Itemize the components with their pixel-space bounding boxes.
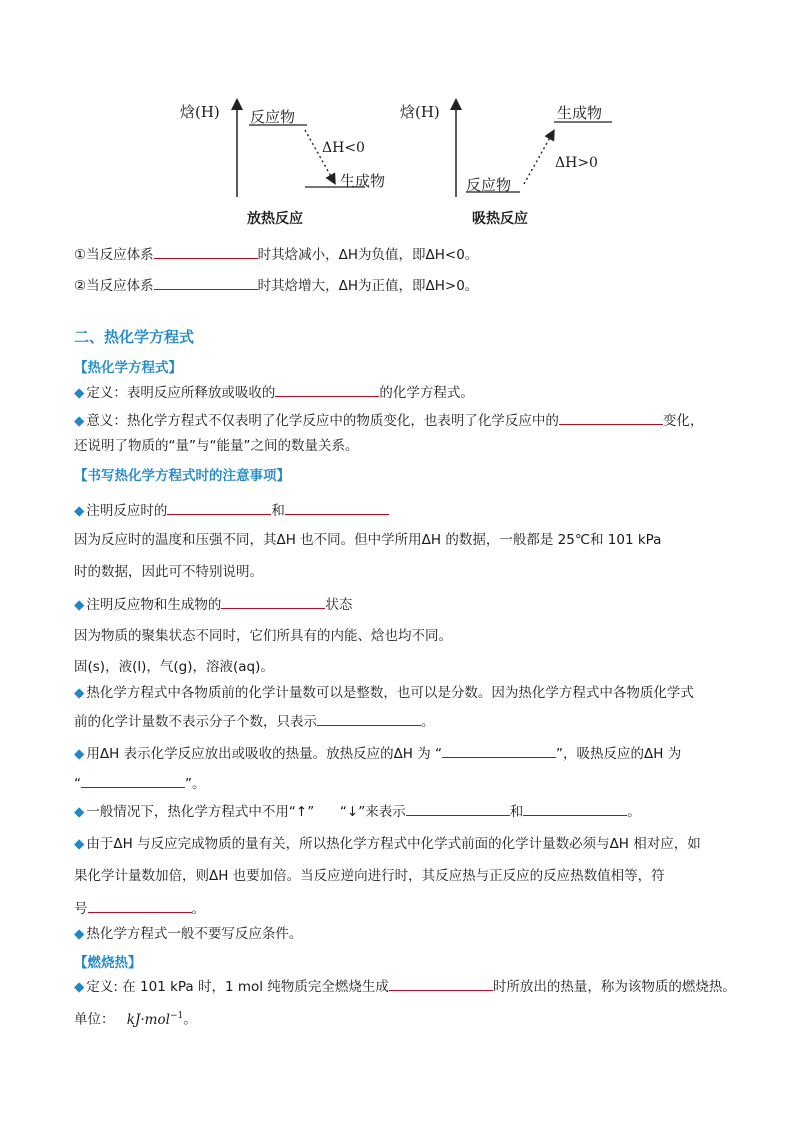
meaning-line-1 [74,410,703,431]
fill-blank[interactable] [154,275,258,290]
exothermic-caption: 放热反应 [247,211,303,227]
product-label: 生成物 [340,172,386,190]
note4-line-2-suffix: ”。 [185,776,206,792]
meaning-suffix: 变化， [662,413,704,429]
note3-line-2 [74,711,435,732]
note6-line-3-prefix: 号 [74,901,88,917]
fill-blank[interactable] [317,711,421,726]
note4-middle: ”，吸热反应的ΔH 为 [556,746,682,762]
section-title: 二、热化学方程式 [74,328,195,346]
note5-prefix: 一般情况下，热化学方程式中不用“↑” “↓”来表示 [86,804,406,820]
fill-blank[interactable] [559,410,663,425]
intro-line-2-prefix: ②当反应体系 [74,278,154,294]
fill-blank[interactable] [221,594,325,609]
note5-suffix: 。 [627,804,641,820]
note6-line-3-suffix: 。 [191,901,205,917]
fill-blank[interactable] [523,801,627,816]
note5-middle: 和 [509,804,524,820]
subheading-writing-notes: 【书写热化学方程式时的注意事项】 [74,468,290,484]
enthalpy-axis-label: 焓(H) [180,103,220,121]
note2-explanation-1: 因为物质的聚集状态不同时，它们所具有的内能、焓也均不同。 [74,628,452,644]
note6-line-2: 果化学计量数加倍，则ΔH 也要加倍。当反应逆向进行时，其反应热与正反应的反应热数值相等，符 [74,868,665,884]
fill-blank[interactable] [406,801,510,816]
fill-blank[interactable] [285,500,389,515]
fill-blank[interactable] [81,773,185,788]
fill-blank[interactable] [167,500,271,515]
note4-line-2-prefix: “ [74,776,81,792]
unit-exponent: −1 [169,1011,184,1021]
subheading-thermochemical-equation: 【热化学方程式】 [74,360,182,376]
fill-blank[interactable] [88,898,192,913]
definition-suffix: 的化学方程式。 [379,385,474,401]
note2-suffix: 状态 [325,597,353,613]
reactant-label: 反应物 [466,176,512,194]
note5-line [74,801,641,822]
intro-line-1-prefix: ①当反应体系 [74,247,154,263]
combustion-suffix: 时所放出的热量，称为该物质的燃烧热。 [492,979,736,995]
diamond-bullet-icon: ◆ [74,385,85,401]
reactant-label: 反应物 [250,108,296,126]
intro-line-2-suffix: 时其焓增大，ΔH为正值，即ΔH>0。 [257,278,479,294]
unit-line [74,1006,197,1030]
definition-prefix: 定义：表明反应所释放或吸收的 [86,385,276,401]
subheading-combustion-heat: 【燃烧热】 [74,955,142,971]
meaning-prefix: 意义：热化学方程式不仅表明了化学反应中的物质变化，也表明了化学反应中的 [86,413,559,429]
fill-blank[interactable] [275,382,379,397]
note4-prefix: 用ΔH 表示化学反应放出或吸收的热量。放热反应的ΔH 为 “ [86,746,443,762]
note3-line-1 [74,683,694,703]
fill-blank[interactable] [442,743,556,758]
note6-line-1 [74,834,701,854]
note4-line-1 [74,743,681,764]
unit-label: 单位： [74,1011,115,1028]
note6-line-3 [74,898,205,919]
fill-blank[interactable] [389,976,493,991]
diamond-bullet-icon: ◆ [74,804,85,820]
note3-line-2-prefix: 前的化学计量数不表示分子个数，只表示 [74,714,317,730]
note2-explanation-2: 固(s)，液(l)，气(g)，溶液(aq)。 [74,659,274,675]
meaning-line-2: 还说明了物质的“量”与“能量”之间的数量关系。 [74,438,359,454]
note1-explanation-1: 因为反应时的温度和压强不同，其ΔH 也不同。但中学所用ΔH 的数据，一般都是 25℃和 101 kPa [74,532,662,548]
delta-h-label: ΔH>0 [555,155,598,171]
endothermic-caption: 吸热反应 [472,211,528,227]
reaction-arrow [524,134,552,184]
product-label: 生成物 [557,104,603,122]
diamond-bullet-icon: ◆ [74,503,85,519]
diamond-bullet-icon: ◆ [74,413,85,429]
intro-line-2 [74,275,478,296]
diamond-bullet-icon: ◆ [74,926,85,942]
definition-line [74,382,474,403]
note1-line [74,500,389,521]
unit-end: 。 [183,1011,197,1028]
note7-line [74,924,302,944]
fill-blank[interactable] [154,244,258,259]
note6-line-1-text: 由于ΔH 与反应完成物质的量有关，所以热化学方程式中化学式前面的化学计量数必须与ΔH 相对应，如 [86,836,701,852]
diamond-bullet-icon: ◆ [74,597,85,613]
note2-prefix: 注明反应物和生成物的 [86,597,222,613]
intro-line-1-suffix: 时其焓减小，ΔH为负值，即ΔH<0。 [257,247,479,263]
note1-explanation-2: 时的数据，因此可不特别说明。 [74,564,263,580]
note3-line-1-text: 热化学方程式中各物质前的化学计量数可以是整数，也可以是分数。因为热化学方程式中各物质化学式 [86,685,694,701]
intro-line-1 [74,244,478,265]
diamond-bullet-icon: ◆ [74,836,85,852]
diamond-bullet-icon: ◆ [74,979,85,995]
note2-line [74,594,352,615]
note4-line-2 [74,773,206,794]
diamond-bullet-icon: ◆ [74,685,85,701]
note1-prefix: 注明反应时的 [86,503,168,519]
unit-value: kJ·mol [126,1011,170,1028]
note7-text: 热化学方程式一般不要写反应条件。 [86,926,303,942]
note1-middle: 和 [271,503,285,519]
note3-line-2-suffix: 。 [421,714,435,730]
delta-h-label: ΔH<0 [322,140,365,156]
diamond-bullet-icon: ◆ [74,746,85,762]
combustion-prefix: 定义: 在 101 kPa 时，1 mol 纯物质完全燃烧生成 [86,979,389,995]
enthalpy-axis-label: 焓(H) [400,103,440,121]
combustion-definition-line [74,976,736,997]
